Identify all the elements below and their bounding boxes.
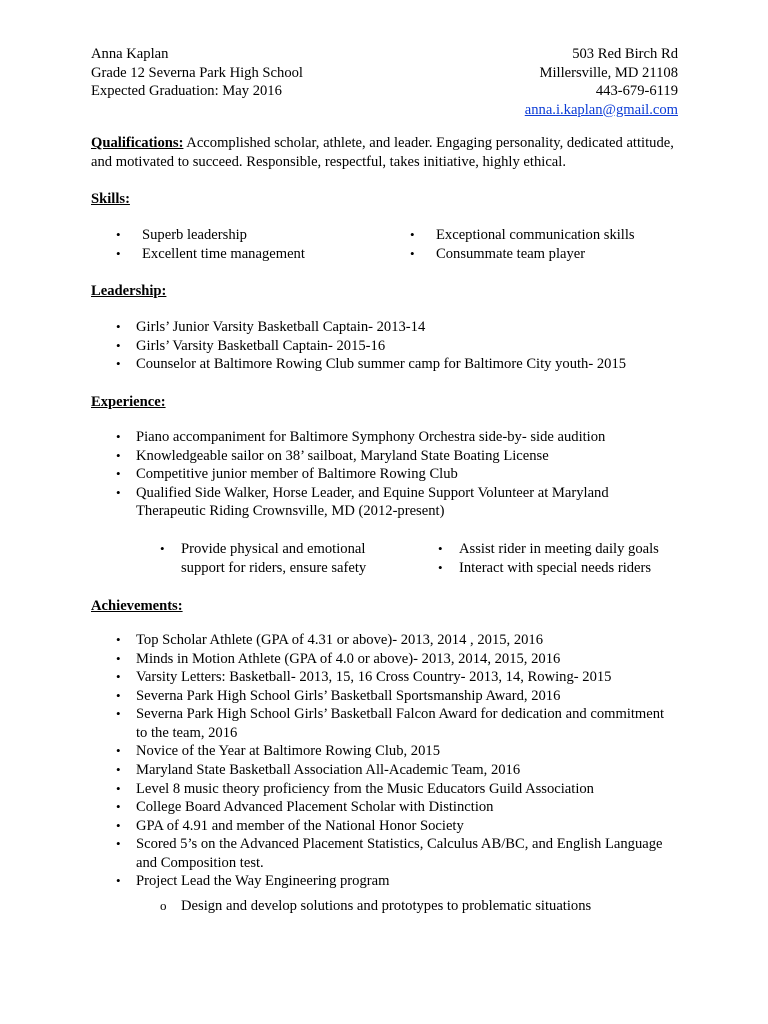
list-item — [438, 559, 688, 578]
leadership-list — [116, 318, 676, 374]
list-item — [116, 668, 676, 687]
list-item — [438, 540, 688, 559]
list-item-text: Level 8 music theory proficiency from the Music Educators Guild Association — [136, 780, 594, 797]
bullet-icon: • — [116, 687, 121, 703]
list-item-text: Girls’ Junior Varsity Basketball Captain- 2013-14 — [136, 319, 426, 335]
bullet-icon: • — [116, 632, 121, 647]
list-item-text: Consummate team player — [436, 246, 586, 262]
leadership-heading: Leadership: — [91, 283, 167, 299]
list-item-text: Top Scholar Athlete (GPA of 4.31 or above)- 2013, 2014 , 2015, 2016 — [136, 632, 544, 648]
list-item-text: Superb leadership — [142, 227, 247, 243]
experience-sublist-left — [160, 540, 390, 577]
list-item-text: Severna Park High School Girls’ Basketball Sportsmanship Award, 2016 — [136, 687, 561, 704]
bullet-icon: • — [116, 780, 121, 796]
list-item-text: Severna Park High School Girls’ Basketball Falcon Award for dedication and commitment to the team, 2016 — [136, 706, 665, 741]
list-item-text: Project Lead the Way Engineering program — [136, 873, 390, 890]
list-item — [116, 631, 676, 650]
bullet-icon: • — [116, 836, 121, 852]
list-item-text: Scored 5’s on the Advanced Placement Statistics, Calculus AB/BC, and English Language and Composition test. — [136, 836, 663, 871]
list-item — [116, 761, 676, 780]
skills-list-left — [116, 226, 386, 264]
bullet-icon: • — [116, 817, 121, 833]
bullet-icon: • — [116, 706, 121, 722]
bullet-icon: • — [116, 466, 121, 482]
bullet-icon: • — [116, 761, 121, 777]
list-item-text: GPA of 4.91 and member of the National Honor Society — [136, 817, 464, 834]
bullet-icon: • — [116, 429, 121, 444]
list-item — [116, 780, 676, 799]
list-item — [116, 687, 676, 706]
bullet-icon: • — [410, 246, 415, 261]
bullet-icon: • — [116, 246, 121, 261]
list-item-text: Interact with special needs riders — [459, 559, 652, 576]
list-item-text: Competitive junior member of Baltimore Rowing Club — [136, 466, 458, 483]
bullet-icon: • — [116, 743, 121, 759]
qualifications-label: Qualifications: — [91, 135, 184, 151]
experience-heading: Experience: — [91, 394, 166, 410]
list-item-text: Maryland State Basketball Association All-Academic Team, 2016 — [136, 761, 521, 778]
list-item — [116, 226, 386, 245]
list-item-text: Novice of the Year at Baltimore Rowing Club, 2015 — [136, 743, 440, 760]
bullet-icon: • — [438, 541, 443, 556]
bullet-icon: • — [116, 447, 121, 463]
bullet-icon: • — [116, 227, 121, 242]
achievements-sublist — [160, 897, 640, 916]
list-item-text: Exceptional communication skills — [436, 227, 635, 243]
list-item — [116, 355, 676, 374]
list-item-text: College Board Advanced Placement Scholar with Distinction — [136, 799, 494, 816]
graduation-line: Expected Graduation: May 2016 — [91, 83, 282, 99]
phone-number: 443-679-6119 — [595, 83, 678, 99]
address-line-2: Millersville, MD 21108 — [539, 64, 678, 81]
bullet-icon: • — [116, 873, 121, 889]
bullet-icon: • — [116, 669, 121, 685]
list-item-text: Assist rider in meeting daily goals — [459, 541, 659, 557]
list-item — [116, 872, 676, 891]
hollow-bullet-icon: o — [160, 898, 167, 913]
list-item — [116, 817, 676, 836]
bullet-icon: • — [116, 319, 121, 334]
bullet-icon: • — [116, 650, 121, 666]
address-line-1: 503 Red Birch Rd — [572, 46, 678, 62]
list-item-text: Varsity Letters: Basketball- 2013, 15, 16 Cross Country- 2013, 14, Rowing- 2015 — [136, 669, 612, 686]
header-right — [525, 45, 678, 119]
list-item — [116, 705, 676, 742]
skills-list-right — [410, 226, 690, 264]
list-item — [116, 447, 676, 466]
list-item-text: Qualified Side Walker, Horse Leader, and Equine Support Volunteer at Maryland Therapeutic Riding Crownsville, MD (2012-present) — [136, 484, 609, 520]
list-item-text: Excellent time management — [142, 246, 305, 262]
header-left — [91, 45, 303, 101]
bullet-icon: • — [438, 559, 443, 575]
achievements-heading: Achievements: — [91, 598, 183, 614]
bullet-icon: • — [116, 356, 121, 372]
list-item — [116, 428, 676, 447]
list-item — [160, 540, 390, 577]
school-line: Grade 12 Severna Park High School — [91, 64, 303, 81]
list-item-text: Girls’ Varsity Basketball Captain- 2015-16 — [136, 337, 386, 354]
qualifications-paragraph — [91, 134, 691, 171]
list-item-text: Design and develop solutions and prototypes to problematic situations — [181, 898, 592, 914]
bullet-icon: • — [116, 799, 121, 815]
list-item-text: Piano accompaniment for Baltimore Symphony Orchestra side-by- side audition — [136, 429, 606, 445]
list-item-text: Provide physical and emotional support for riders, ensure safety — [181, 541, 367, 576]
list-item-text: Counselor at Baltimore Rowing Club summer camp for Baltimore City youth- 2015 — [136, 356, 627, 373]
list-item — [410, 226, 690, 245]
list-item — [116, 742, 676, 761]
list-item-text: Minds in Motion Athlete (GPA of 4.0 or above)- 2013, 2014, 2015, 2016 — [136, 650, 561, 667]
bullet-icon: • — [116, 484, 121, 500]
list-item — [116, 835, 676, 872]
bullet-icon: • — [160, 541, 165, 556]
experience-list — [116, 428, 676, 521]
list-item — [116, 465, 676, 484]
list-item — [116, 650, 676, 669]
achievements-list — [116, 631, 676, 891]
bullet-icon: • — [410, 227, 415, 242]
list-item — [116, 337, 676, 356]
list-item — [116, 245, 386, 264]
skills-heading: Skills: — [91, 191, 130, 207]
bullet-icon: • — [116, 337, 121, 353]
list-item — [116, 318, 676, 337]
list-item — [410, 245, 690, 264]
applicant-name: Anna Kaplan — [91, 46, 169, 62]
list-item — [116, 484, 676, 521]
list-item — [160, 897, 640, 916]
email-link[interactable]: anna.i.kaplan@gmail.com — [524, 101, 678, 118]
qualifications-text: Accomplished scholar, athlete, and leader. Engaging personality, dedicated attitude, and motivated to succeed. Responsible, respectful, takes initiative, highly ethical. — [91, 135, 674, 170]
experience-sublist-right — [438, 540, 688, 577]
list-item — [116, 798, 676, 817]
list-item-text: Knowledgeable sailor on 38’ sailboat, Maryland State Boating License — [136, 447, 549, 464]
